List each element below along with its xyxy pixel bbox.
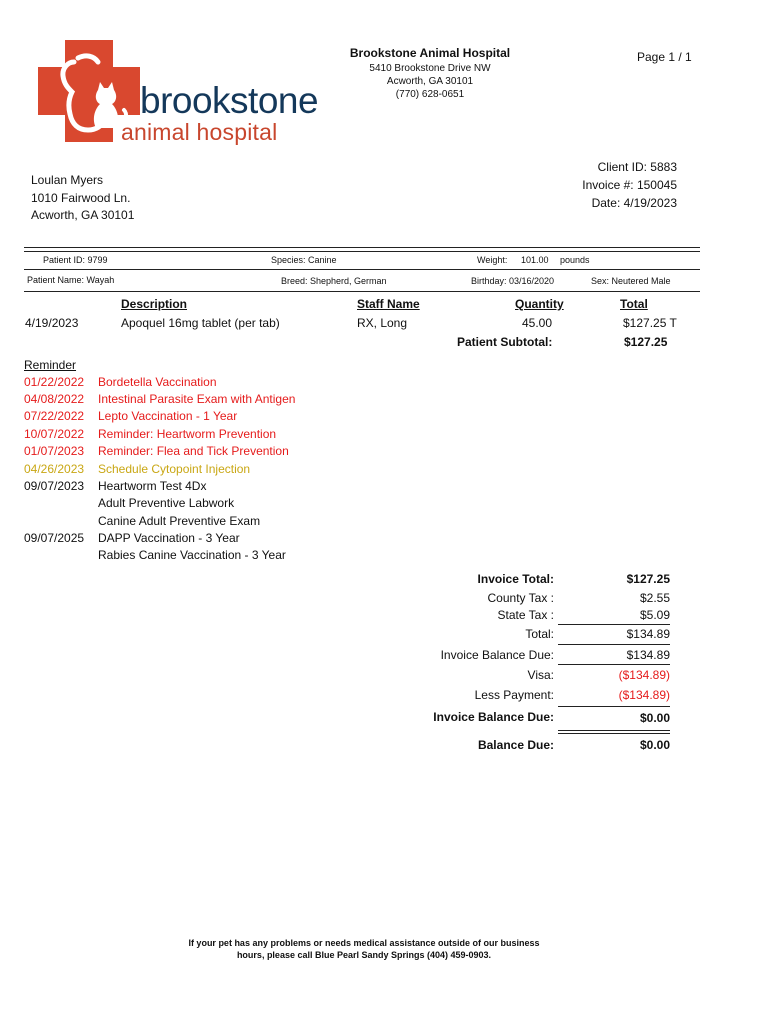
invoice-balance-due-label: Invoice Balance Due: [440, 648, 554, 662]
item-description: Apoquel 16mg tablet (per tab) [121, 316, 280, 330]
item-total: $127.25 T [623, 316, 677, 330]
patient-subtotal-value: $127.25 [624, 335, 668, 349]
divider [558, 730, 670, 731]
reminder-description: Schedule Cytopoint Injection [98, 462, 251, 476]
state-tax-value: $5.09 [639, 608, 670, 622]
clinic-phone: (770) 628-0651 [395, 89, 465, 100]
visa-payment-value: ($134.89) [618, 668, 670, 682]
reminder-date: 04/26/2023 [24, 462, 85, 476]
reminder-description: Heartworm Test 4Dx [98, 479, 207, 493]
footer-line2: hours, please call Blue Pearl Sandy Springs (404) 459-0903. [236, 950, 492, 960]
divider [558, 706, 670, 707]
client-address [31, 172, 134, 225]
total-label: Total: [525, 627, 554, 641]
reminder-description: Adult Preventive Labwork [98, 496, 235, 510]
footer-note [150, 937, 578, 961]
county-tax-value: $2.55 [639, 591, 670, 605]
county-tax-label: County Tax : [487, 591, 554, 605]
patient-id: Patient ID: 9799 [43, 255, 108, 265]
patient-weight-label: Weight: [477, 255, 508, 265]
patient-species: Species: Canine [271, 255, 337, 265]
divider [558, 733, 670, 734]
state-tax-label: State Tax : [497, 608, 554, 622]
reminder-date: 07/22/2022 [24, 409, 85, 423]
balance-due-label: Balance Due: [477, 738, 554, 752]
less-payment-value: ($134.89) [618, 688, 670, 702]
reminder-description: Lepto Vaccination - 1 Year [98, 409, 238, 423]
reminder-description: DAPP Vaccination - 3 Year [98, 531, 240, 545]
client-address-line1: 1010 Fairwood Ln. [31, 190, 131, 205]
reminder-date: 09/07/2023 [24, 479, 85, 493]
reminder-description: Reminder: Flea and Tick Prevention [98, 444, 289, 458]
page-number: Page 1 / 1 [637, 50, 692, 64]
reminder-description: Canine Adult Preventive Exam [98, 514, 261, 528]
reminder-date: 01/07/2023 [24, 444, 85, 458]
patient-birthday: Birthday: 03/16/2020 [471, 276, 555, 286]
item-quantity: 45.00 [522, 316, 553, 330]
patient-name: Patient Name: Wayah [27, 275, 115, 285]
item-staff: RX, Long [357, 316, 408, 330]
reminder-date: 09/07/2025 [24, 531, 85, 545]
patient-weight-value: 101.00 [521, 255, 549, 265]
patient-subtotal-label: Patient Subtotal: [457, 335, 553, 349]
invoice-identifiers [540, 158, 677, 212]
divider [558, 664, 670, 665]
hospital-logo [38, 40, 319, 148]
reminder-description: Rabies Canine Vaccination - 3 Year [98, 548, 286, 562]
patient-weight-unit: pounds [560, 255, 590, 265]
clinic-address-line1: 5410 Brookstone Drive NW [369, 63, 491, 74]
column-header-description: Description [121, 297, 188, 311]
reminder-date: 01/22/2022 [24, 375, 85, 389]
invoice-date: Date: 4/19/2023 [591, 196, 677, 210]
invoice-number: Invoice #: 150045 [582, 178, 677, 192]
divider [558, 624, 670, 625]
balance-due-value: $0.00 [639, 738, 670, 752]
item-date: 4/19/2023 [25, 316, 79, 330]
client-address-line2: Acworth, GA 30101 [31, 208, 135, 222]
less-payment-label: Less Payment: [474, 688, 554, 702]
client-id: Client ID: 5883 [597, 160, 677, 174]
divider [24, 251, 700, 252]
invoice-total-label: Invoice Total: [477, 572, 554, 586]
visa-payment-label: Visa: [527, 668, 554, 682]
divider [558, 644, 670, 645]
column-header-quantity: Quantity [515, 297, 564, 311]
logo-tagline: animal hospital [121, 119, 278, 145]
reminder-description: Bordetella Vaccination [98, 375, 217, 389]
clinic-info [330, 47, 530, 101]
reminder-description: Intestinal Parasite Exam with Antigen [98, 392, 296, 406]
column-header-total: Total [620, 297, 648, 311]
clinic-name: Brookstone Animal Hospital [349, 46, 511, 60]
client-name: Loulan Myers [31, 173, 104, 187]
divider [24, 269, 700, 270]
reminder-description: Reminder: Heartworm Prevention [98, 427, 277, 441]
divider [24, 291, 700, 292]
reminder-date: 10/07/2022 [24, 427, 85, 441]
footer-line1: If your pet has any problems or needs medical assistance outside of our business [188, 938, 540, 948]
invoice-balance-due-value: $134.89 [626, 648, 670, 662]
final-invoice-balance-label: Invoice Balance Due: [433, 710, 554, 724]
clinic-address-line2: Acworth, GA 30101 [386, 76, 474, 87]
invoice-total-value: $127.25 [626, 572, 670, 586]
patient-sex: Sex: Neutered Male [591, 276, 671, 286]
total-value: $134.89 [626, 627, 670, 641]
divider [24, 247, 700, 248]
logo-wordmark: brookstone [140, 80, 319, 121]
patient-breed: Breed: Shepherd, German [281, 276, 387, 286]
reminder-date: 04/08/2022 [24, 392, 85, 406]
final-invoice-balance-value: $0.00 [639, 711, 670, 725]
reminder-title: Reminder [24, 358, 77, 372]
column-header-staff: Staff Name [357, 297, 420, 311]
